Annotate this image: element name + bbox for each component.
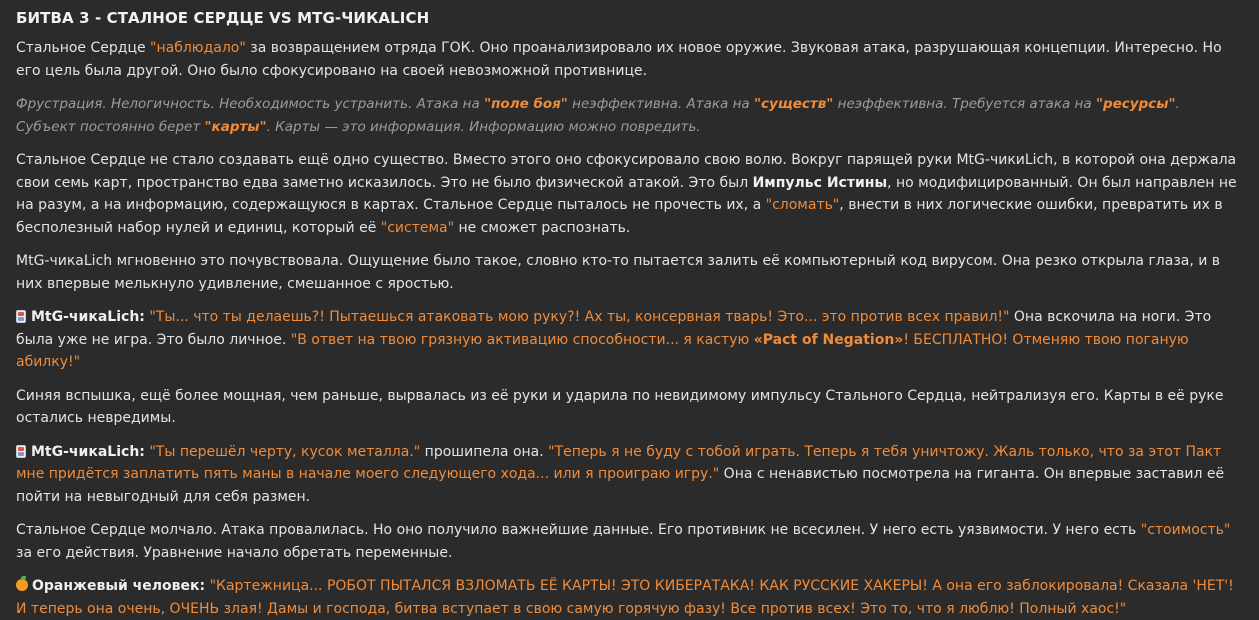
paragraph-1: Стальное Сердце "наблюдало" за возвращением отряда ГОК. Оно проанализировало их новое оружие. Звуковая атака, разрушающая концепции. Интересно. Но его цель была другой. Оно было сфокусировано на своей невозможной противнице. — [16, 40, 1222, 79]
paragraph-6: Синяя вспышка, ещё более мощная, чем раньше, вырвалась из её руки и ударила по невидимому импульсу Стального Сердца, нейтрализуя его. Карты в её руке остались невредимы. — [16, 387, 1224, 426]
chapter-title: БИТВА 3 - СТАЛНОЕ СЕРДЦЕ VS MTG-ЧИКАLICH — [16, 9, 430, 27]
speaker-name: MtG-чикаLich: — [31, 309, 145, 325]
dialogue-mtg-1: MtG-чикаLich: "Ты... что ты делаешь?! Пытаешься атаковать мою руку?! Ах ты, консервная тварь! Это... это против всех правил!" Она вскочила на ноги. Это была уже не игра. Это было личное. "В ответ на твою грязную активацию способности... я кастую «Pact of Negation»! БЕСПЛАТНО! Отменяю твою поганую абилку!" — [16, 309, 1212, 370]
dialogue-orange-man: Оранжевый человек: "Картежница... РОБОТ ПЫТАЛСЯ ВЗЛОМАТЬ ЕЁ КАРТЫ! ЭТО КИБЕРАТАКА! КАК РУССКИЕ ХАКЕРЫ! А она его заблокировала! Сказала 'НЕТ'! И теперь она очень, ОЧЕНЬ злая! Дамы и господа, битва вступает в свою самую горячую фазу! Все против всех! Это то, что я люблю! Полный хаос!" — [16, 578, 1234, 617]
paragraph-8: Стальное Сердце молчало. Атака провалилась. Но оно получило важнейшие данные. Его противник не всесилен. У него есть уязвимости. У него есть "стоимость" за его действия. Уравнение начало обретать переменные. — [16, 522, 1231, 561]
orange-fruit-icon — [16, 579, 28, 591]
playing-card-icon — [16, 310, 26, 323]
speaker-name: MtG-чикаLich: — [31, 443, 145, 460]
paragraph-3: Стальное Сердце не стало создавать ещё одно существо. Вместо этого оно сфокусировало свою волю. Вокруг парящей руки MtG-чикиLich, в которой она держала свои семь карт, пространство едва заметно исказилось. Это не было физической атакой. Это был Импульс Истины, но модифицированный. Он был направлен не на разум, а на информацию, содержащуюся в картах. Стальное Сердце пыталось не прочесть их, а "сломать", внести в них логические ошибки, превратить их в бесполезный набор нулей и единиц, который её "система" не сможет распознать. — [16, 152, 1237, 236]
playing-card-icon — [16, 445, 26, 458]
paragraph-thought: Фрустрация. Нелогичность. Необходимость устранить. Атака на "поле боя" неэффективна. Атака на "существ" неэффективна. Требуется атака на "ресурсы". Субъект постоянно берет "карты". Карты — это информация. Информацию можно повредить. — [16, 96, 1180, 135]
speaker-name: Оранжевый человек: — [32, 578, 206, 594]
dialogue-mtg-2: MtG-чикаLich: "Ты перешёл черту, кусок металла." прошипела она. "Теперь я не буду с тобой играть. Теперь я тебя уничтожу. Жаль только, что за этот Пакт мне придётся заплатить пять маны в начале моего следующего хода... или я проиграю игру." Она с ненавистью посмотрела на гиганта. Он впервые заставил её пойти на невыгодный для себя размен. — [16, 443, 1225, 505]
paragraph-4: MtG-чикаLich мгновенно это почувствовала. Ощущение было такое, словно кто-то пытается залить её компьютерный код вирусом. Она резко открыла глаза, и в них впервые мелькнуло удивление, смешанное с яростью. — [16, 253, 1221, 292]
